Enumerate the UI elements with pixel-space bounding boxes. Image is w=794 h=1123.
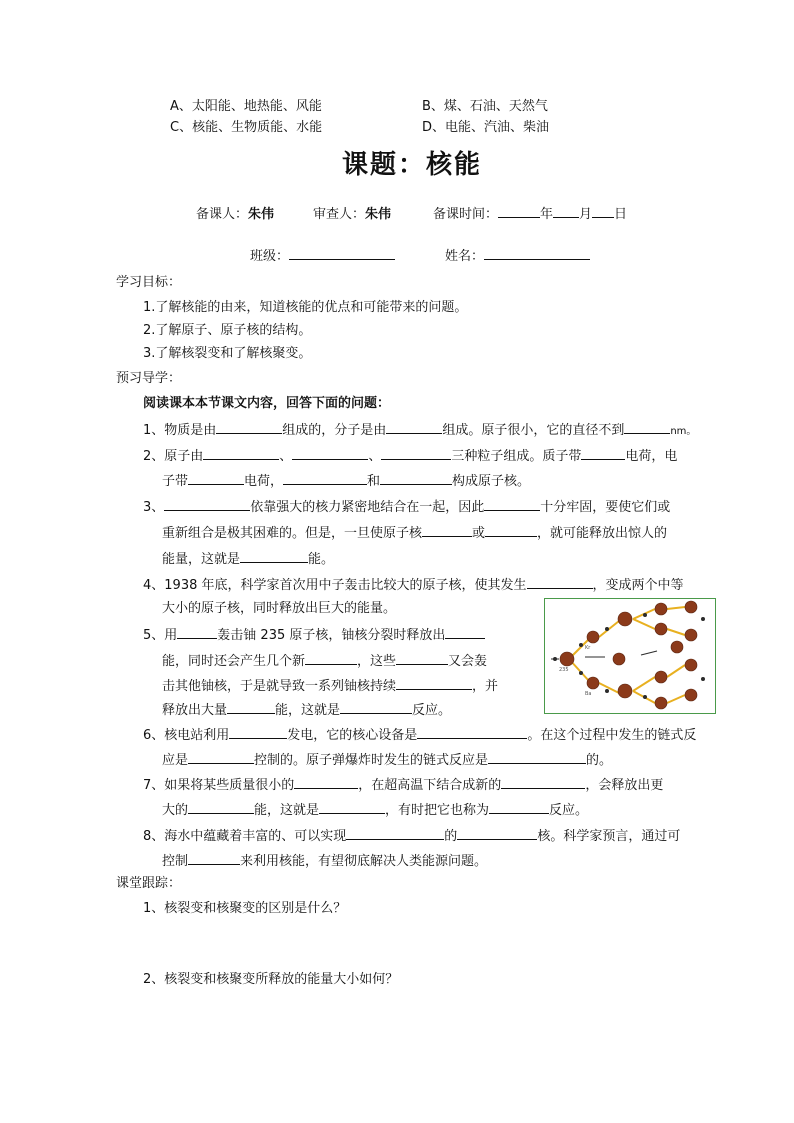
question-6-cont <box>162 750 612 770</box>
svg-text:Ba: Ba <box>585 691 592 697</box>
question-text: 控制的。原子弹爆炸时发生的链式反应是 <box>254 753 489 768</box>
preparer-label: 备课人： <box>196 207 249 222</box>
time-label: 备课时间： <box>433 207 499 222</box>
question-5-cont2 <box>162 676 498 696</box>
svg-text:Kr: Kr <box>585 645 591 651</box>
question-3-cont2 <box>162 549 334 569</box>
preparer-line <box>196 203 274 222</box>
answer-blank[interactable] <box>188 471 244 485</box>
answer-blank[interactable] <box>501 775 585 789</box>
reviewer-line <box>313 203 391 222</box>
question-number: 2、 <box>143 449 165 464</box>
question-text: 子带 <box>162 474 189 489</box>
class-label: 班级： <box>250 249 290 264</box>
answer-blank[interactable] <box>229 725 287 739</box>
answer-blank[interactable] <box>216 420 282 434</box>
question-number: 7、 <box>143 778 165 793</box>
followup-question-1: 1、核裂变和核聚变的区别是什么？ <box>143 901 347 916</box>
question-5-cont <box>162 651 487 671</box>
preview-heading: 预习导学： <box>116 371 182 386</box>
question-number: 5、 <box>143 628 165 643</box>
question-text: 控制 <box>162 854 189 869</box>
question-text: nm。 <box>670 426 697 437</box>
question-1 <box>143 420 696 441</box>
question-text: 能，同时还会产生几个新 <box>162 654 306 669</box>
question-2 <box>143 446 677 466</box>
day-label: 日 <box>614 207 628 222</box>
preparer-name: 朱伟 <box>248 207 275 222</box>
question-text: 。在这个过程中发生的链式反 <box>527 728 697 743</box>
answer-blank[interactable] <box>294 775 358 789</box>
question-3-cont <box>162 523 667 543</box>
answer-blank[interactable] <box>319 800 385 814</box>
question-text: 构成原子核。 <box>452 474 531 489</box>
month-label: 月 <box>579 207 593 222</box>
question-6 <box>143 725 696 745</box>
question-7 <box>143 775 663 795</box>
goals-heading: 学习目标： <box>116 275 182 290</box>
question-text: 重新组合是极其困难的。但是，一旦使原子核 <box>162 526 423 541</box>
question-text: ，有时把它也称为 <box>385 803 490 818</box>
question-text: 核。科学家预言，通过可 <box>537 829 681 844</box>
answer-blank[interactable] <box>457 826 537 840</box>
question-text: 核电站利用 <box>164 728 230 743</box>
answer-blank[interactable] <box>240 549 308 563</box>
question-5 <box>143 625 485 645</box>
question-text: 用 <box>164 628 178 643</box>
question-2-cont <box>162 471 530 491</box>
answer-blank[interactable] <box>386 420 442 434</box>
day-blank[interactable] <box>592 204 614 218</box>
answer-blank[interactable] <box>484 497 540 511</box>
name-label: 姓名： <box>445 249 485 264</box>
answer-blank[interactable] <box>283 471 367 485</box>
fission-chain-reaction-figure <box>544 598 716 714</box>
question-text: 能，这就是 <box>275 703 341 718</box>
question-text: 如果将某些质量很小的 <box>164 778 295 793</box>
question-text: 依靠强大的核力紧密地结合在一起，因此 <box>250 500 485 515</box>
question-number: 4、 <box>143 578 165 593</box>
question-text: 发电，它的核心设备是 <box>287 728 418 743</box>
question-text: 能。 <box>308 552 335 567</box>
svg-text:235: 235 <box>559 667 569 673</box>
question-8-cont <box>162 851 487 871</box>
question-text: ，在超高温下结合成新的 <box>358 778 502 793</box>
question-7-cont <box>162 800 588 820</box>
question-number: 8、 <box>143 829 165 844</box>
question-text: 三种粒子组成。质子带 <box>451 449 582 464</box>
answer-blank[interactable] <box>422 523 472 537</box>
answer-blank[interactable] <box>340 700 412 714</box>
question-text: 的。 <box>586 753 613 768</box>
page-title: 课题：核能 <box>342 150 483 180</box>
question-text: 能量，这就是 <box>162 552 241 567</box>
option-a: A、太阳能、地热能、风能 <box>170 99 322 114</box>
time-line <box>433 203 627 222</box>
question-text: 轰击铀 235 原子核，铀核分裂时释放出 <box>217 628 446 643</box>
answer-blank[interactable] <box>188 750 254 764</box>
question-text: 和 <box>367 474 381 489</box>
question-text: 的 <box>444 829 458 844</box>
answer-blank[interactable] <box>380 471 452 485</box>
question-text: 应是 <box>162 753 189 768</box>
name-blank[interactable] <box>484 246 590 260</box>
name-line <box>445 245 590 264</box>
answer-blank[interactable] <box>164 497 250 511</box>
answer-blank[interactable] <box>188 851 240 865</box>
preview-instruction: 阅读课本本节课文内容，回答下面的问题： <box>143 396 391 411</box>
question-5-cont3 <box>162 700 451 720</box>
question-4-cont: 大小的原子核，同时释放出巨大的能量。 <box>162 601 397 616</box>
question-number: 1、 <box>143 423 165 438</box>
answer-blank[interactable] <box>292 446 368 460</box>
goal-item: 2.了解原子、原子核的结构。 <box>143 323 312 338</box>
fission-chain-reaction-icon <box>545 599 715 713</box>
question-text: ，这些 <box>357 654 397 669</box>
question-text: 反应。 <box>549 803 589 818</box>
question-text: 1938 年底，科学家首次用中子轰击比较大的原子核，使其发生 <box>164 578 527 593</box>
goal-item: 3.了解核裂变和了解核聚变。 <box>143 346 312 361</box>
question-text: 原子由 <box>164 449 204 464</box>
question-text: 释放出大量 <box>162 703 228 718</box>
question-text: ，并 <box>472 679 499 694</box>
answer-blank[interactable] <box>381 446 451 460</box>
question-4 <box>143 575 684 595</box>
month-blank[interactable] <box>553 204 579 218</box>
question-text: 大的 <box>162 803 189 818</box>
question-text: 、 <box>279 449 293 464</box>
answer-blank[interactable] <box>346 826 444 840</box>
answer-blank[interactable] <box>485 523 537 537</box>
year-label: 年 <box>540 207 554 222</box>
question-text: 海水中蕴藏着丰富的、可以实现 <box>164 829 347 844</box>
answer-blank[interactable] <box>488 750 586 764</box>
followup-heading: 课堂跟踪： <box>116 876 182 891</box>
question-text: 电荷， <box>244 474 284 489</box>
answer-blank[interactable] <box>417 725 527 739</box>
answer-blank[interactable] <box>581 446 625 460</box>
question-text: 十分牢固，要使它们或 <box>540 500 671 515</box>
answer-blank[interactable] <box>489 800 549 814</box>
question-text: 击其他铀核，于是就导致一系列铀核持续 <box>162 679 397 694</box>
question-text: ，会释放出更 <box>585 778 664 793</box>
question-text: 电荷，电 <box>625 449 678 464</box>
answer-blank[interactable] <box>305 651 357 665</box>
question-text: 反应。 <box>412 703 452 718</box>
option-b: B、煤、石油、天然气 <box>422 99 548 114</box>
answer-blank[interactable] <box>188 800 254 814</box>
answer-blank[interactable] <box>527 575 593 589</box>
question-text: 能，这就是 <box>254 803 320 818</box>
question-number: 3、 <box>143 500 165 515</box>
question-text: 又会轰 <box>448 654 488 669</box>
question-text: ，变成两个中等 <box>592 578 684 593</box>
followup-question-2: 2、核裂变和核聚变所释放的能量大小如何？ <box>143 972 399 987</box>
option-d: D、电能、汽油、柴油 <box>422 120 550 135</box>
class-blank[interactable] <box>289 246 395 260</box>
question-text: ，就可能释放出惊人的 <box>537 526 668 541</box>
goal-item: 1.了解核能的由来，知道核能的优点和可能带来的问题。 <box>143 300 468 315</box>
class-line <box>250 245 395 264</box>
question-text: 来利用核能，有望彻底解决人类能源问题。 <box>240 854 488 869</box>
question-8 <box>143 826 680 846</box>
reviewer-label: 审查人： <box>313 207 366 222</box>
question-text: 、 <box>368 449 382 464</box>
option-c: C、核能、生物质能、水能 <box>170 120 323 135</box>
year-blank[interactable] <box>498 204 540 218</box>
question-text: 组成。原子很小，它的直径不到 <box>442 423 625 438</box>
question-text: 组成的，分子是由 <box>282 423 387 438</box>
answer-blank[interactable] <box>227 700 275 714</box>
answer-blank[interactable] <box>624 420 670 434</box>
question-3 <box>143 497 670 517</box>
reviewer-name: 朱伟 <box>365 207 392 222</box>
question-text: 或 <box>472 526 486 541</box>
answer-blank[interactable] <box>396 676 472 690</box>
answer-blank[interactable] <box>203 446 279 460</box>
answer-blank[interactable] <box>396 651 448 665</box>
answer-blank[interactable] <box>445 625 485 639</box>
question-text: 物质是由 <box>164 423 217 438</box>
question-number: 6、 <box>143 728 165 743</box>
answer-blank[interactable] <box>177 625 217 639</box>
